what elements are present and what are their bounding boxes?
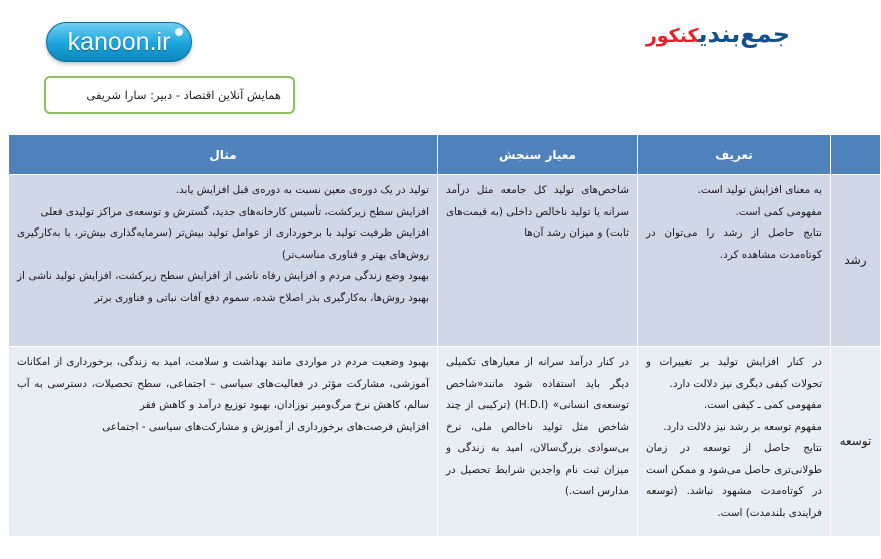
measure-cell: شاخص‌های تولید کل جامعه مثل درآمد سرانه یا تولید ناخالص داخلی (به قیمت‌های ثابت) و میزان رشد آن‌ها (438, 175, 638, 347)
kanoon-logo[interactable] (46, 22, 192, 62)
definition-cell: در کنار افزایش تولید بر تغییرات و تحولات کیفی دیگری نیز دلالت دارد. مفهومی کمی ـ کیفی است. مفهوم توسعه بر رشد نیز دلالت دارد. نتایج حاصل از توسعه در زمان طولانی‌تری حاصل می‌شود و ممکن است در کوتاه‌مدت مشهود نباشد. (توسعه فرایندی بلندمدت) است. (638, 347, 831, 537)
concepts-table (8, 134, 881, 537)
concept-label: توسعه (831, 347, 881, 537)
header-measure: معیار سنجش (438, 135, 638, 175)
example-cell: بهبود وضعیت مردم در مواردی مانند بهداشت و سلامت، امید به زندگی، برخورداری از امکانات آموزشی، مشارکت مؤثر در فعالیت‌های سیاسی – اجتماعی، سطح تحصیلات، دسترسی به آب سالم، کاهش نرخ مرگ‌ومیر نوزادان، بهبود توزیع درآمد و کاهش فقر افزایش فرصت‌های برخورداری از آموزش و مشارکت‌های سیاسی - اجتماعی (9, 347, 438, 537)
table-header-row (9, 135, 881, 175)
header-example: مثال (9, 135, 438, 175)
logo-dot-icon (175, 28, 183, 36)
measure-cell: در کنار درآمد سرانه از معیارهای تکمیلی دیگر باید استفاده شود مانند«شاخص توسعه‌ی انسانی» (H.D.I) (ترکیبی از چند شاخص مثل تولید ناخالص ملی، نرخ بی‌سوادی بزرگ‌سالان، امید به زندگی و میزان ثبت نام واجدین شرایط تحصیل در مدارس است.) (438, 347, 638, 537)
header-definition: تعریف (638, 135, 831, 175)
table-row (9, 175, 881, 347)
brand-title-part2: کنکور (645, 25, 699, 47)
logo-text: kanoon.ir (67, 27, 171, 56)
table-row (9, 347, 881, 537)
example-cell: تولید در یک دوره‌ی معین نسبت به دوره‌ی قبل افزایش یابد. افزایش سطح زیرکشت، تأسیس کارخانه‌های جدید، گسترش و توسعه‌ی مراکز تولیدی فعلی افزایش ظرفیت تولید با برخورداری از عوامل تولید بیش‌تر (سرمایه‌گذاری بیش‌تر، یا به‌کارگیری روش‌های بهتر و فناوری مناسب‌تر) بهبود وضع زندگی مردم و افزایش رفاه ناشی از افزایش سطح زیرکشت، افزایش تولید ناشی از بهبود روش‌ها، به‌کارگیری بذر اصلاح شده، سموم دفع آفات نباتی و فناوری برتر (9, 175, 438, 347)
session-title: همایش آنلاین اقتصاد - دبیر: سارا شریفی (86, 88, 281, 102)
definition-cell: به معنای افزایش تولید است. مفهومی کمی است. نتایج حاصل از رشد را می‌توان در کوتاه‌مدت مشاهده کرد. (638, 175, 831, 347)
header-concept (831, 135, 881, 175)
brand-title-part1: جمع‌بندی (698, 20, 790, 48)
session-info-box (44, 76, 295, 114)
brand-title (600, 20, 790, 64)
concept-label: رشد (831, 175, 881, 347)
